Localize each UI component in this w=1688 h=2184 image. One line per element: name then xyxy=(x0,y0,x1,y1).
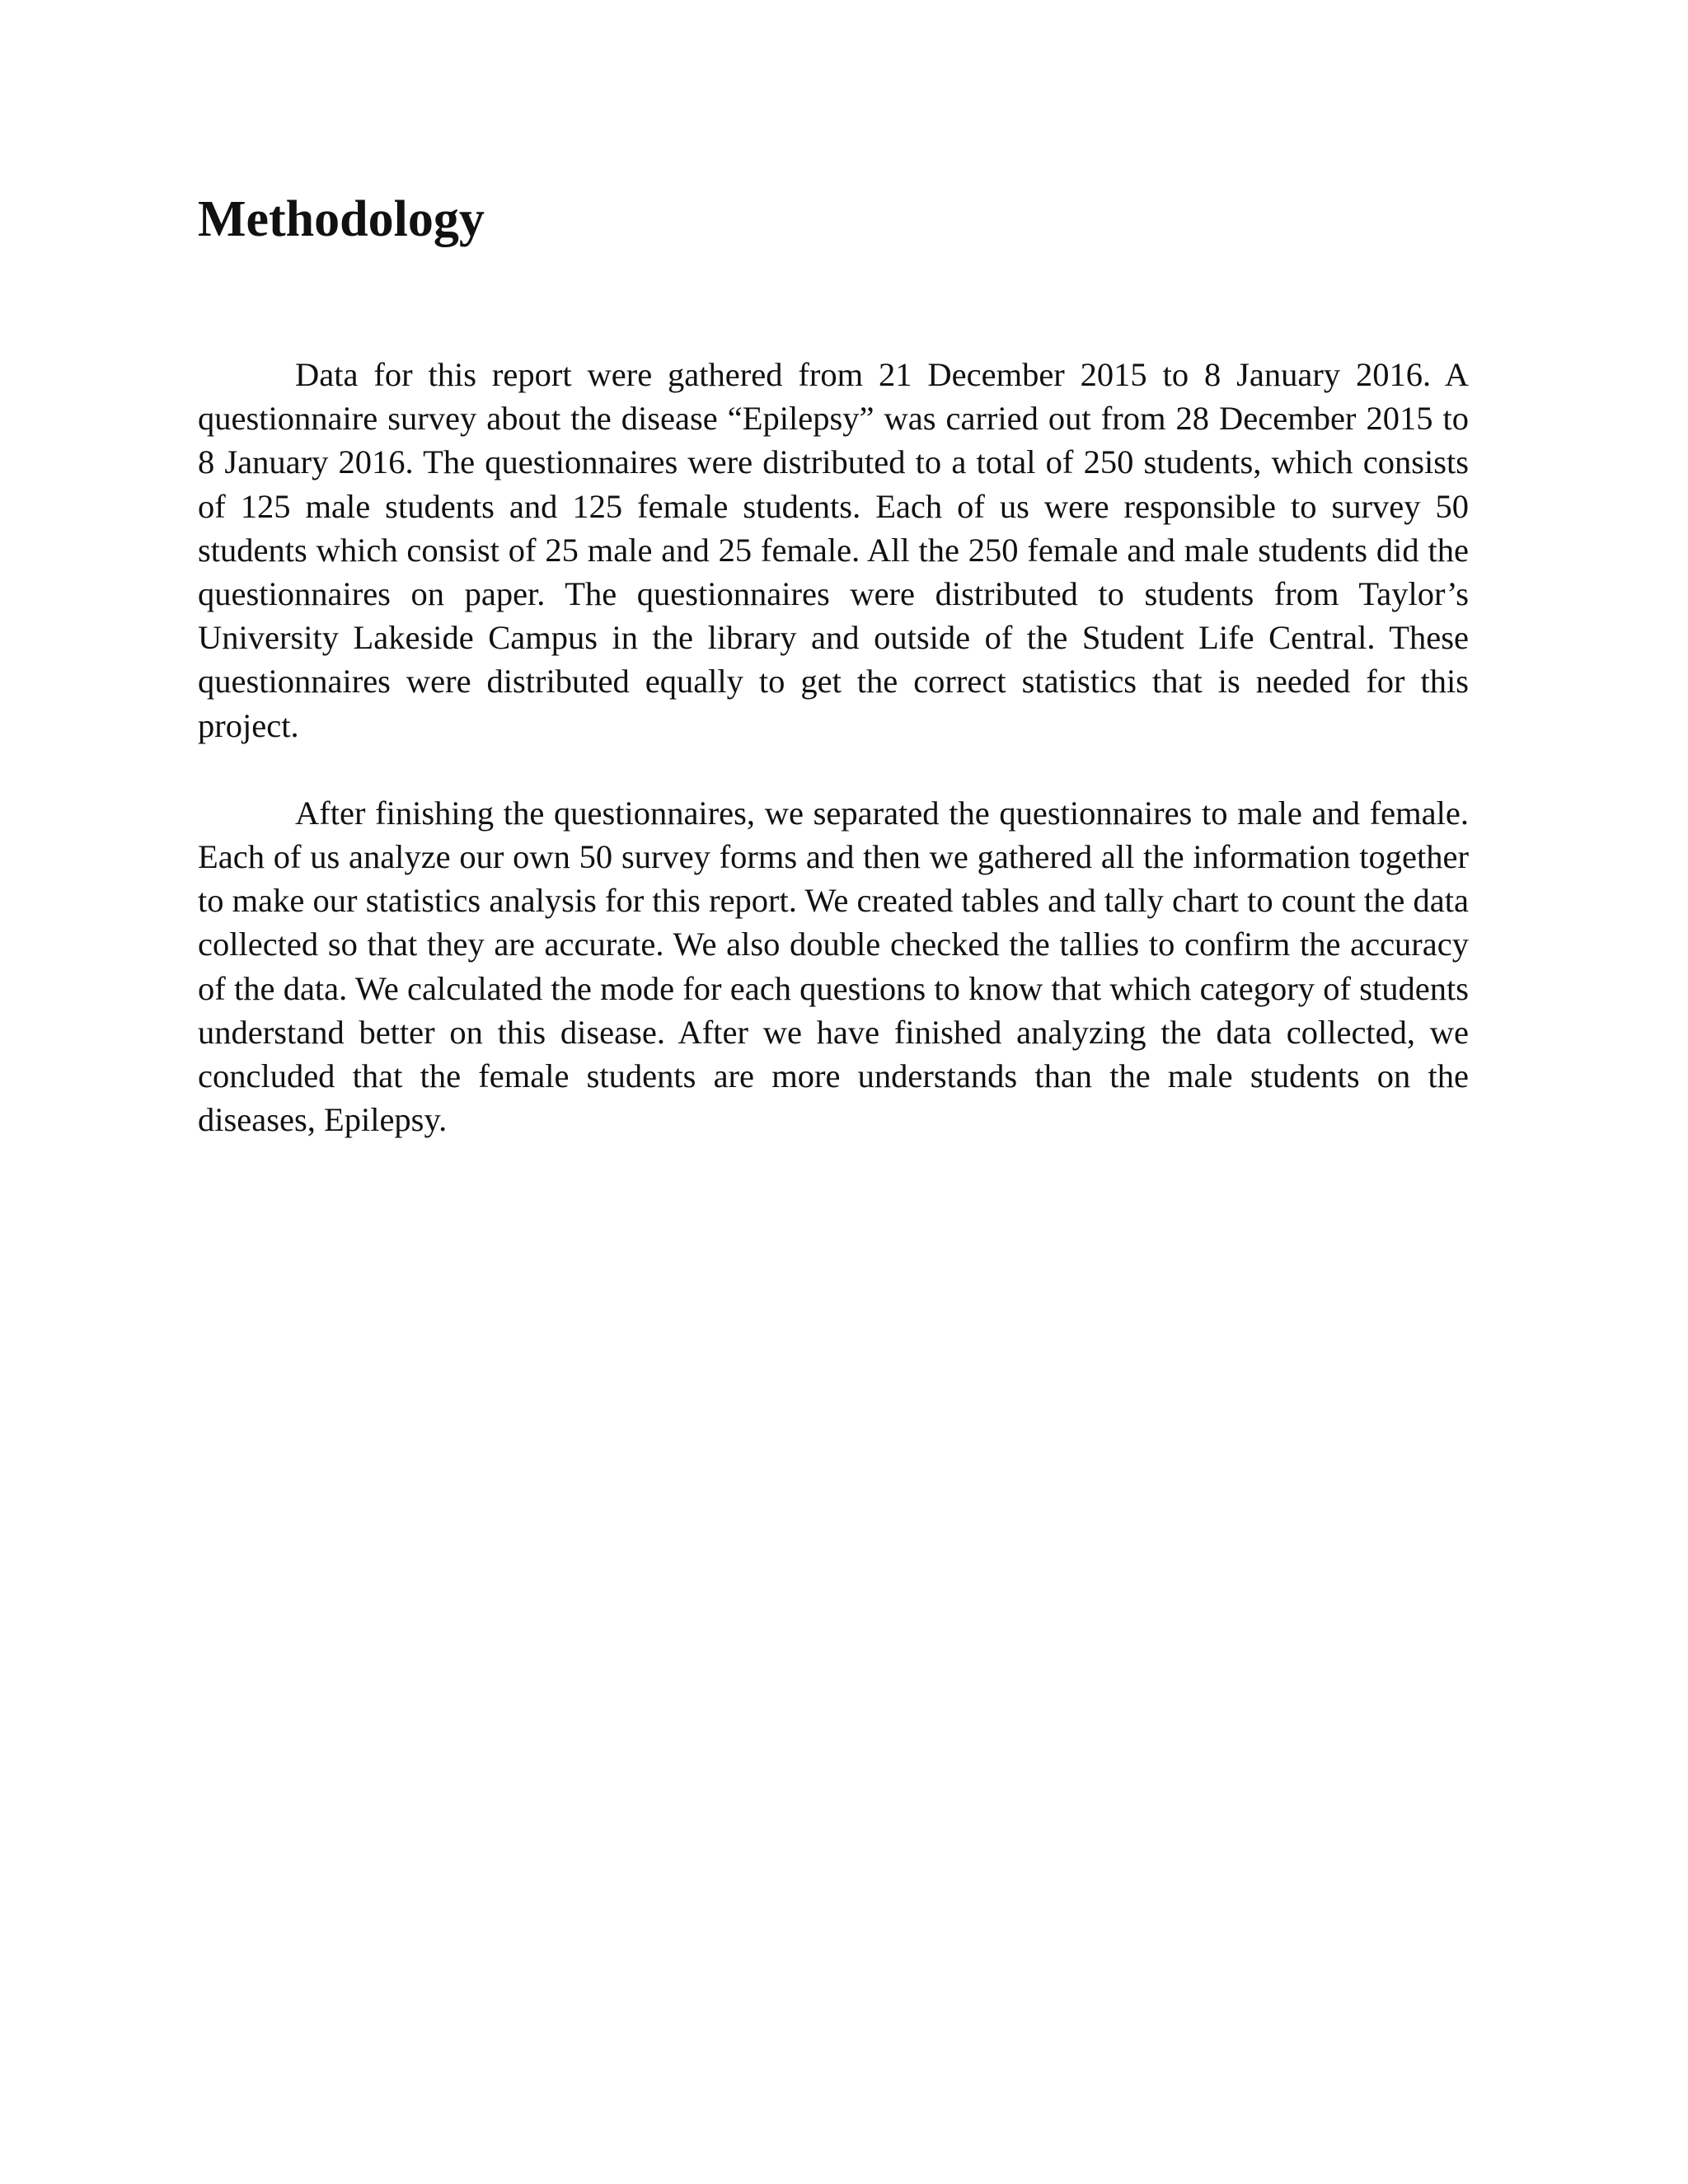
paragraph-analysis: After finishing the questionnaires, we separated the questionnaires to male and female. Each of us analyze our own 50 survey forms and then we gathered all the information together to make our statistics analysis for this report. We created tables and tally chart to count the data collected so that they are accurate. We also double checked the tallies to confirm the accuracy of the data. We calculated the mode for each questions to know that which category of students understand better on this disease. After we have finished analyzing the data collected, we concluded that the female students are more understands than the male students on the diseases, Epilepsy. xyxy=(198,794,1469,1139)
document-body xyxy=(198,353,1469,1141)
page-title: Methodology xyxy=(198,191,485,247)
paragraph-data-collection: Data for this report were gathered from 21 December 2015 to 8 January 2016. A questionnaire survey about the disease “Epilepsy” was carried out from 28 December 2015 to 8 January 2016. The questionnaires were distributed to a total of 250 students, which consists of 125 male students and 125 female students. Each of us were responsible to survey 50 students which consist of 25 male and 25 female. All the 250 female and male students did the questionnaires on paper. The questionnaires were distributed to students from Taylor’s University Lakeside Campus in the library and outside of the Student Life Central. These questionnaires were distributed equally to get the correct statistics that is needed for this project. xyxy=(198,356,1469,744)
